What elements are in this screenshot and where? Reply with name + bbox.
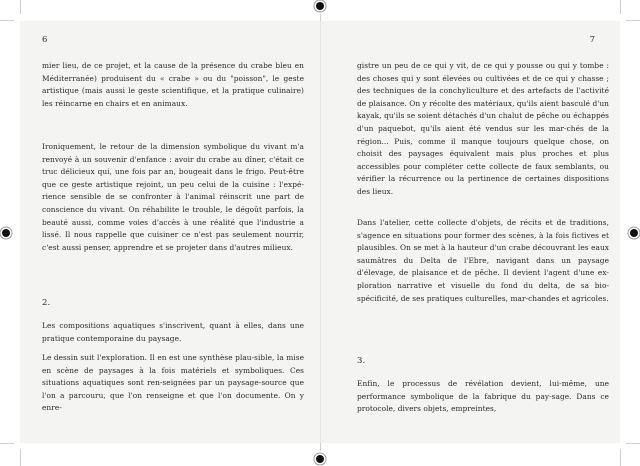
paragraph: Enfin, le processus de révélation devient, lui-même, une performance symbolique de la fabrique du pay-sage. Dans ce protocole, divers objets, empreintes, xyxy=(357,379,609,414)
registration-mark-icon xyxy=(316,455,324,463)
crop-mark xyxy=(620,0,621,14)
text-block xyxy=(42,141,304,254)
paragraph: Le dessin suit l'exploration. Il en est une synthèse plau-sible, la mise en scène de paysages à la fois matériels et symboliques. Ces situations aquatiques sont ren-seignées par un paysage-source que l'on a parcouru, que l'on renseigne et que l'on documente. On y enre- xyxy=(42,353,304,413)
section-number: 2. xyxy=(42,298,51,308)
text-block xyxy=(42,60,304,110)
paragraph: Les compositions aquatiques s'inscrivent, quant à elles, dans une pratique contemporaine du paysage. xyxy=(42,321,304,343)
text-block xyxy=(357,60,609,199)
page-number: 6 xyxy=(42,35,48,45)
text-block xyxy=(42,320,304,345)
crop-mark xyxy=(320,14,321,21)
crop-mark xyxy=(620,449,621,466)
page-number: 7 xyxy=(589,35,595,45)
crop-mark xyxy=(626,443,640,444)
text-block xyxy=(42,352,304,415)
paragraph: mier lieu, de ce projet, et la cause de la présence du crabe bleu en Méditerranée) produisent du « crabe » ou du "poisson", le geste artistique (mais aussi le geste scientifique, et la pratique culinaire) les réincarne en chairs et en animaux. xyxy=(42,61,304,108)
paragraph: gistre un peu de ce qui y vit, de ce qui y pousse ou qui y tombe : des choses qui y sont élevées ou cultivées et de ce qui y chasse ; des techniques de la conchyliculture et des artefacts de l'activité de plaisance. On y récolte des matériaux, qu'ils aient basculé d'un kayak, qu'ils se soient détachés d'un chalut de pêche ou échappés d'un paquebot, qu'ils aient été vendus sur les mar-chés de la région... Puis, comme il manque toujours quelque chose, on choisit des paysages équivalent mais plus proches et plus accessibles pour compléter cette collecte de faux semblants, ou vérifier la récurrence ou la pertinence de certaines dispositions des lieux. xyxy=(357,61,609,196)
registration-mark-icon xyxy=(2,229,10,237)
left-page xyxy=(20,21,320,443)
paragraph: Ironiquement, le retour de la dimension symbolique du vivant m'a renvoyé à un souvenir d'enfance : avoir du crabe au dîner, c'était ce truc délicieux qui, une fois par an, bougeait dans le frigo. Peut-être que ce geste artistique rejoint, un peu celui de la cuisine : l'expé-rience sensible de se confronter à l'animal réinscrit une part de conscience du vivant. On réhabilite le trouble, le dégoût parfois, la beauté aussi, comme voies d'accès à une réalité que l'industrie a lissé. Il nous rappelle que cuisiner ce n'est pas seulement nourrir, c'est aussi penser, apprendre et se projeter dans d'autres milieux. xyxy=(42,142,304,252)
crop-mark xyxy=(320,443,321,451)
paragraph: Dans l'atelier, cette collecte d'objets, de récits et de traditions, s'agence en situations pour former des scènes, à la fois fictives et plausibles. On se met à la hauteur d'un crabe découvrant les eaux saumâtres du Delta de l'Ebre, navigant dans un paysage d'élevage, de plaisance et de pêche. Il devient l'agent d'une ex-ploration narrative et visuelle du fond du delta, de sa bio-spécificité, de ses pratiques culturelles, mar-chandes et agricoles. xyxy=(357,218,609,303)
section-number: 3. xyxy=(357,356,366,366)
text-block xyxy=(357,378,609,416)
right-page xyxy=(320,21,620,443)
crop-mark xyxy=(20,449,21,466)
crop-mark xyxy=(20,0,21,14)
registration-mark-icon xyxy=(316,2,324,10)
crop-mark xyxy=(626,20,640,21)
crop-mark xyxy=(0,443,14,444)
text-block xyxy=(357,217,609,305)
crop-mark xyxy=(0,20,14,21)
registration-mark-icon xyxy=(630,229,638,237)
